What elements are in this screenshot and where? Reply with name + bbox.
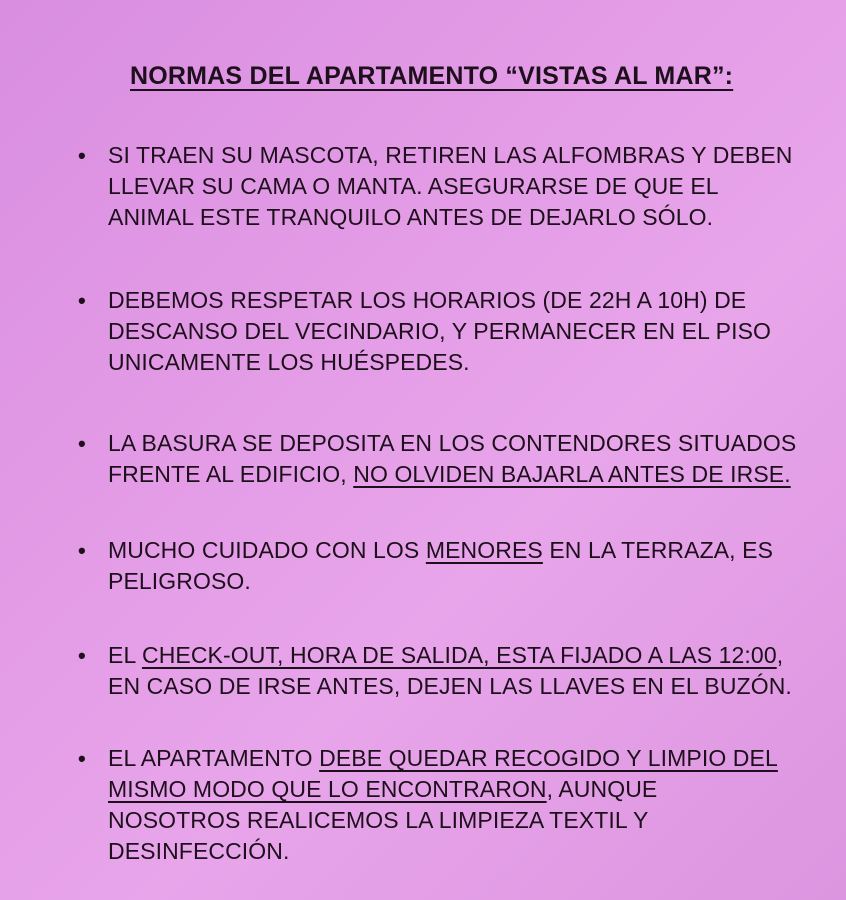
page-title: NORMAS DEL APARTAMENTO “VISTAS AL MAR”: xyxy=(130,62,734,90)
rule-item-cleanliness xyxy=(78,743,818,867)
rule-segment: , xyxy=(776,642,784,668)
rule-text xyxy=(108,285,771,378)
rule-item-trash xyxy=(78,428,818,490)
rule-item-pets xyxy=(78,140,818,233)
rule-emphasis: MISMO MODO QUE LO ENCONTRARON xyxy=(108,776,547,802)
rule-text xyxy=(108,428,796,490)
bullet-icon: • xyxy=(78,288,86,313)
rule-line: LLEVAR SU CAMA O MANTA. ASEGURARSE DE QUE EL xyxy=(108,173,719,199)
rule-text xyxy=(108,640,792,702)
rule-line xyxy=(108,535,773,566)
rule-emphasis: MENORES xyxy=(425,537,543,563)
bullet-icon: • xyxy=(78,143,86,168)
bullet-icon: • xyxy=(78,643,86,668)
rule-emphasis: DEBE QUEDAR RECOGIDO Y LIMPIO DEL xyxy=(319,745,778,771)
bullet-icon: • xyxy=(78,746,86,771)
rule-item-checkout xyxy=(78,640,818,702)
rule-line: DESINFECCIÓN. xyxy=(108,838,290,864)
rule-line: EN CASO DE IRSE ANTES, DEJEN LAS LLAVES EN EL BUZÓN. xyxy=(108,673,792,699)
rule-line xyxy=(108,459,796,490)
rule-line xyxy=(108,774,778,805)
rule-line: DEBEMOS RESPETAR LOS HORARIOS (DE 22H A 10H) DE xyxy=(108,287,747,313)
rule-line xyxy=(108,743,778,774)
rule-text xyxy=(108,140,793,233)
rule-text xyxy=(108,535,773,597)
rule-segment: , AUNQUE xyxy=(546,776,658,802)
rule-segment: FRENTE AL EDIFICIO, xyxy=(108,461,354,487)
rule-line: ANIMAL ESTE TRANQUILO ANTES DE DEJARLO SÓLO. xyxy=(108,204,714,230)
rule-line: SI TRAEN SU MASCOTA, RETIREN LAS ALFOMBRAS Y DEBEN xyxy=(108,142,793,168)
rule-item-minors xyxy=(78,535,818,597)
rule-line xyxy=(108,640,792,671)
rule-emphasis: NO OLVIDEN BAJARLA ANTES DE IRSE. xyxy=(353,461,791,487)
rule-segment: MUCHO CUIDADO CON LOS xyxy=(108,537,426,563)
bullet-icon: • xyxy=(78,538,86,563)
rule-item-quiet-hours xyxy=(78,285,818,378)
rule-segment: EL xyxy=(108,642,142,668)
bullet-icon: • xyxy=(78,431,86,456)
rule-line: DESCANSO DEL VECINDARIO, Y PERMANECER EN EL PISO xyxy=(108,318,772,344)
rule-line: UNICAMENTE LOS HUÉSPEDES. xyxy=(108,349,470,375)
rule-text xyxy=(108,743,778,867)
rule-segment: EL APARTAMENTO xyxy=(108,745,320,771)
rule-line: NOSOTROS REALICEMOS LA LIMPIEZA TEXTIL Y xyxy=(108,807,649,833)
rule-line: PELIGROSO. xyxy=(108,568,251,594)
rule-emphasis: CHECK-OUT, HORA DE SALIDA, ESTA FIJADO A LAS 12:00 xyxy=(141,642,777,668)
rule-line: LA BASURA SE DEPOSITA EN LOS CONTENDORES SITUADOS xyxy=(108,430,797,456)
rule-segment: EN LA TERRAZA, ES xyxy=(542,537,774,563)
